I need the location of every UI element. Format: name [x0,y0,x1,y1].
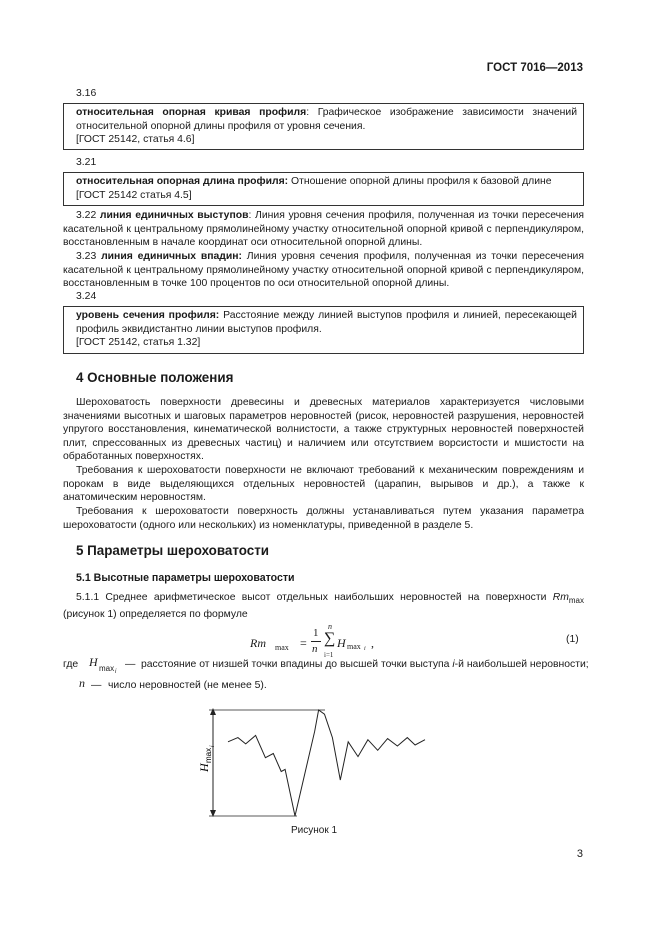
paragraph-5-1-1 [63,591,584,621]
formula-fraction-denominator: n [312,643,318,655]
term-number: 3.23 [76,251,102,262]
formula-sum-lower: i=1 [324,651,334,659]
symbol-rm: Rm [552,592,569,603]
term-reference: [ГОСТ 25142, статья 1.32] [76,337,201,349]
section-4-heading: 4 Основные положения [76,370,234,385]
section-4-paragraph-3: Требования к шероховатости поверхность должны устанавливаться путем указания параметра шероховатости (одного или нескольких) из номенклатуры, приведенной в разделе 5. [63,506,584,531]
section-5-heading: 5 Параметры шероховатости [76,543,269,558]
term-box-3-21 [63,172,584,206]
subsection-5-1-heading: 5.1 Высотные параметры шероховатости [76,572,295,584]
document-code: ГОСТ 7016—2013 [486,62,583,74]
where-definition-text: расстояние от низшей точки впадины до высшей точки выступа [141,659,453,670]
where-symbol: H [89,655,98,669]
where-definition [141,658,589,672]
term-number-3-21: 3.21 [76,157,97,168]
formula-fraction-numerator: 1 [313,627,319,639]
axis-label-h: H [197,763,211,772]
n-dash: — [91,680,102,691]
term-reference: [ГОСТ 25142 статья 4.5] [76,189,192,201]
term-definition: Отношение опорной длины профиля к базовой длине [288,176,552,187]
formula-fraction-bar [311,641,321,642]
figure-1-profile-diagram [195,700,435,822]
term-definition: : Линия уровня сечения профиля, полученная из точки пересечения касательной к центральному прямолинейному участку относительной опорной кривой с перпендикуляром, восстановленным в начале координат оси относительной опорной длины. [63,210,584,249]
n-definition: число неровностей (не менее 5). [108,680,267,691]
term-title: относительная опорная длина профиля: [76,176,289,187]
formula-equals: = [300,636,307,650]
dimension-arrow-top [210,708,216,715]
paragraph-text: (рисунок 1) определяется по формуле [63,608,248,620]
term-title: уровень сечения профиля: [76,310,220,321]
symbol-rm-subscript: max [568,596,584,605]
where-definition-text: -й наибольшей неровности; [454,659,589,670]
where-clause-n [63,678,584,694]
axis-label-subsubscript: i [210,745,216,747]
term-definition: Линия уровня сечения профиля, полученная из точки пересечения касательной к центральному прямолинейному участку относительной опорной кривой с перпендикуляром, восстановленным в точке 100 процентов по оси относительной опорной длины. [63,251,584,290]
term-title: линия единичных выступов [99,210,249,221]
section-4-paragraph-1: Шероховатость поверхности древесины и древесных материалов характеризуется числовыми значениями высотных и шаговых параметров неровностей (рисок, неровностей разрушения, неровностей упругого восстановления, кинематической волнистости, а также структурных неровностей поверхностей плит, спрессованных из древесных частиц) и наличием или отсутствием ворсистости и мшистости на обработанных поверхностях. [63,397,584,463]
axis-label-subscript: max [204,747,213,763]
figure-caption: Рисунок 1 [291,825,338,836]
profile-curve [228,710,425,816]
where-symbol-subsubscript: i [115,669,117,675]
formula-term: H [337,636,346,650]
term-box-3-24 [63,306,584,354]
formula-comma: , [371,636,374,650]
where-symbol-subscript: max [99,664,115,673]
term-number: 3.22 [76,210,100,221]
where-index-i: i [452,659,455,670]
term-text-3-24 [76,309,577,336]
formula-term-subsubscript: i [364,646,366,652]
formula-lhs-subscript: max [275,643,289,652]
where-dash: — [125,659,136,670]
term-paragraph-3-22 [63,209,584,250]
n-symbol: n [79,676,85,690]
term-box-3-16 [63,103,584,150]
term-text-3-21 [76,175,577,189]
section-4-paragraph-2: Требования к шероховатости поверхности не включают требований к механическим повреждениям и порокам в виде выделяющихся отдельных неровностей (царапин, вырывов и др.), а также к анатомическим неровностям. [63,465,584,504]
formula-lhs: Rm [250,636,266,650]
term-text-3-16 [76,106,577,133]
formula-sum-upper: n [328,622,332,631]
page-number: 3 [576,848,583,860]
formula-sum-sign: ∑ [324,630,336,647]
formula-number: (1) [566,634,579,645]
term-paragraph-3-23 [63,250,584,291]
where-word: где [63,659,79,670]
paragraph-text: 5.1.1 Среднее арифметическое высот отдельных наибольших неровностей на поверхности [76,592,553,603]
term-reference: [ГОСТ 25142, статья 4.6] [76,134,195,146]
term-definition: Расстояние между линией выступов профиля и линией, пересекающей профиль эквидистантно линии выступов профиля. [76,310,577,335]
term-title: линия единичных впадин: [101,251,242,262]
formula-term-subscript: max [347,642,361,651]
term-title: относительная опорная кривая профиля [76,107,307,118]
term-number-3-24: 3.24 [76,291,97,302]
term-definition: : Графическое изображение зависимости значений относительной опорной длины профиля от уровня сечения. [76,107,577,132]
term-number-3-16: 3.16 [76,88,97,99]
